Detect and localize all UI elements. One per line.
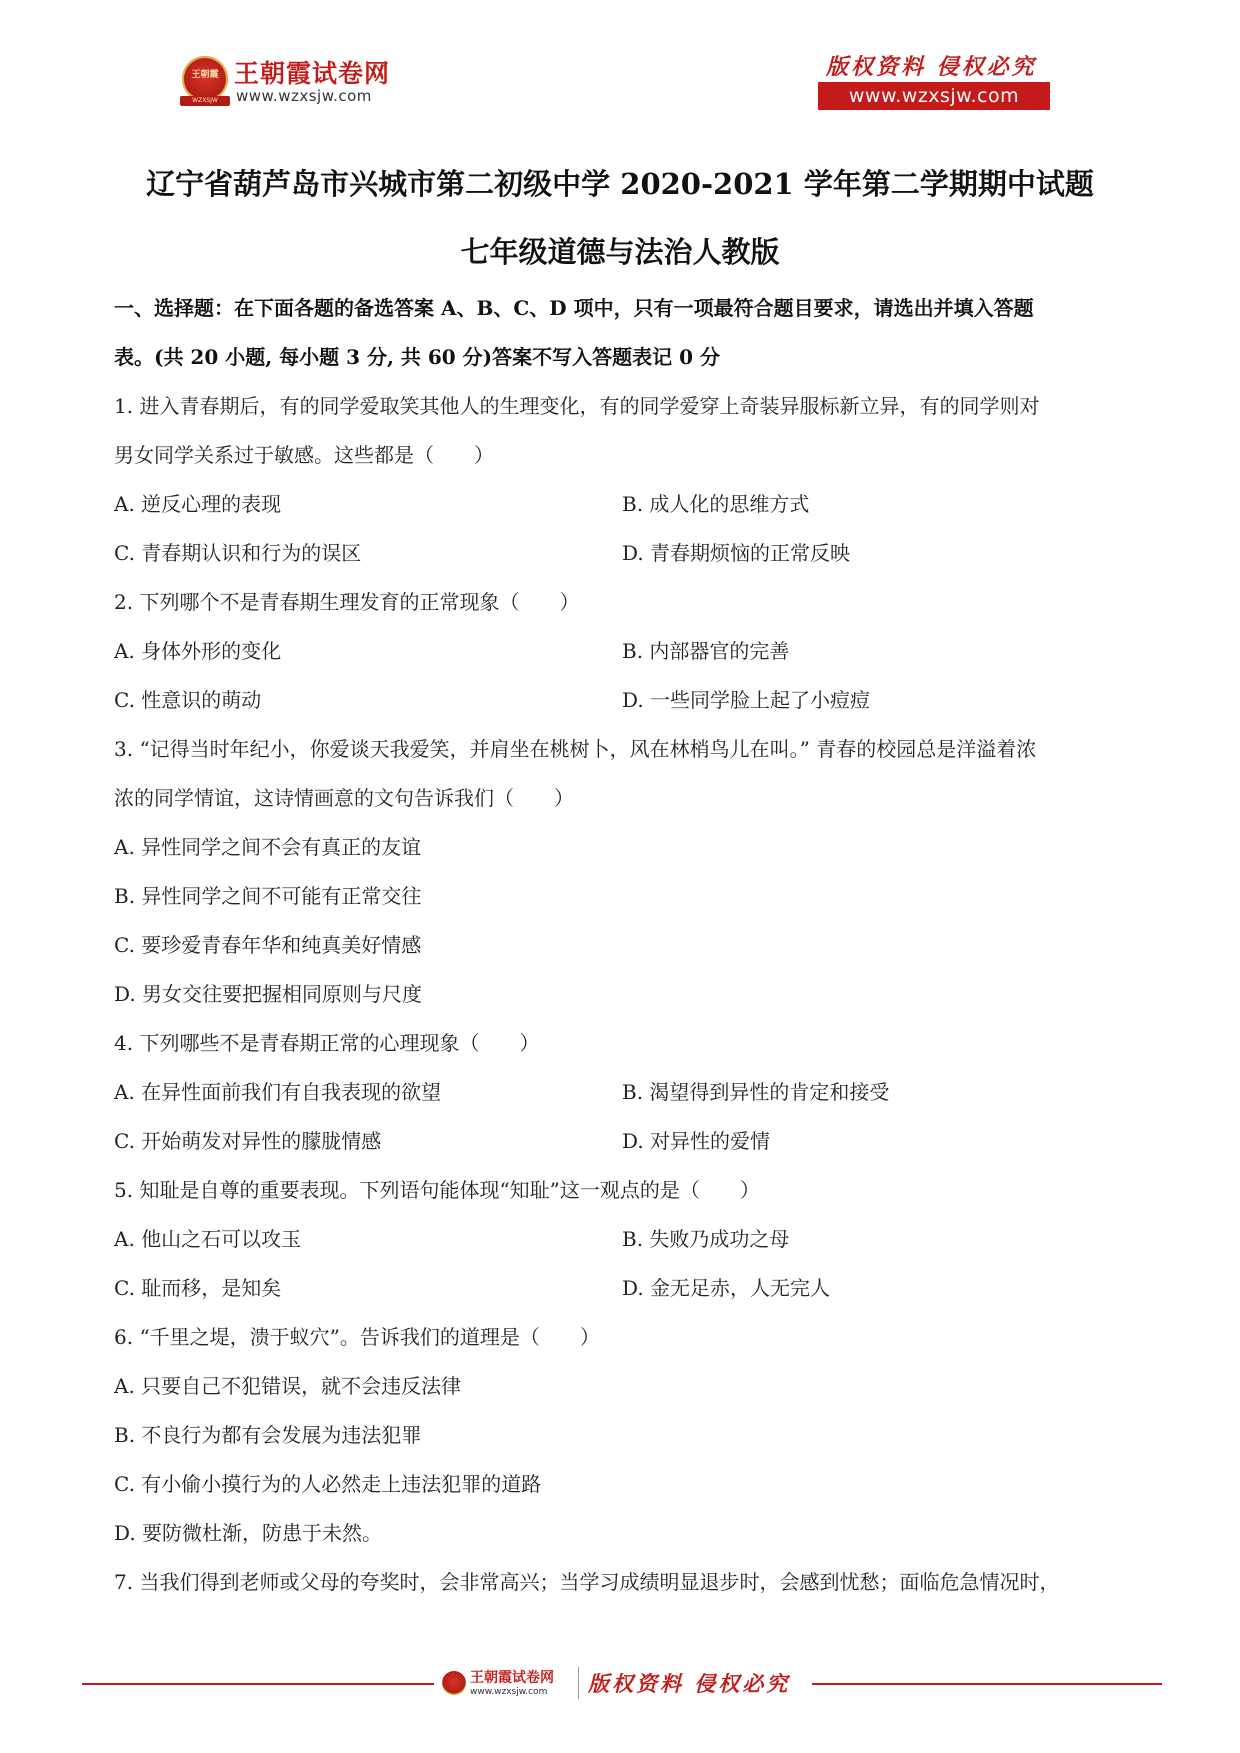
question-4-option-a: A. 在异性面前我们有自我表现的欲望 — [114, 1080, 442, 1104]
question-1-options-ab — [114, 480, 1134, 529]
question-5-option-d: D. 金无足赤，人无完人 — [622, 1276, 831, 1300]
question-4-option-d: D. 对异性的爱情 — [622, 1129, 771, 1153]
question-3-stem: 3. “记得当时年纪小，你爱谈天我爱笑，并肩坐在桃树卜，风在林梢鸟儿在叫。” 青春的校园总是洋溢着浓 — [114, 737, 1037, 761]
question-2-option-b: B. 内部器官的完善 — [622, 639, 790, 663]
question-6-option-c: C. 有小偷小摸行为的人必然走上违法犯罪的道路 — [114, 1472, 542, 1496]
question-5-stem: 5. 知耻是自尊的重要表现。下列语句能体现“知耻”这一观点的是（ ） — [114, 1178, 760, 1202]
question-3-option-b: B. 异性同学之间不可能有正常交往 — [114, 884, 422, 908]
site-name: 王朝霞试卷网 — [234, 59, 391, 88]
site-logo[interactable] — [182, 52, 432, 112]
section-heading-cont: 表。(共 20 小题, 每小题 3 分, 共 60 分)答案不写入答题表记 0 分 — [114, 345, 720, 369]
question-5-option-a: A. 他山之石可以攻玉 — [114, 1227, 302, 1251]
question-5-options-cd — [114, 1264, 1134, 1313]
question-2-option-a: A. 身体外形的变化 — [114, 639, 282, 663]
copyright-url-link[interactable]: www.wzxsjw.com — [818, 82, 1050, 110]
question-6-option-a: A. 只要自己不犯错误，就不会违反法律 — [114, 1374, 462, 1398]
question-2-options-cd — [114, 676, 1134, 725]
question-1-options-cd — [114, 529, 1134, 578]
footer-site-name: 王朝霞试卷网 — [470, 1670, 554, 1686]
question-2-option-c: C. 性意识的萌动 — [114, 688, 262, 712]
question-2-stem: 2. 下列哪个不是青春期生理发育的正常现象（ ） — [114, 590, 580, 614]
question-6-option-d: D. 要防微杜渐，防患于未然。 — [114, 1521, 383, 1545]
question-1-option-b: B. 成人化的思维方式 — [622, 492, 810, 516]
question-1-option-d: D. 青春期烦恼的正常反映 — [622, 541, 851, 565]
exam-title: 辽宁省葫芦岛市兴城市第二初级中学 2020-2021 学年第二学期期中试题 — [146, 167, 1094, 201]
question-1-stem: 1. 进入青春期后，有的同学爱取笑其他人的生理变化，有的同学爱穿上奇装异服标新立异，有的同学则对 — [114, 394, 1040, 418]
question-4-option-c: C. 开始萌发对异性的朦胧情感 — [114, 1129, 382, 1153]
footer-rule-right — [812, 1683, 1162, 1685]
question-1-option-a: A. 逆反心理的表现 — [114, 492, 282, 516]
question-7-stem: 7. 当我们得到老师或父母的夸奖时，会非常高兴；当学习成绩明显退步时，会感到忧愁；面临危急情况时， — [114, 1570, 1060, 1594]
question-5-options-ab — [114, 1215, 1134, 1264]
question-4-options-cd — [114, 1117, 1134, 1166]
footer-seal-icon — [442, 1671, 466, 1695]
section-heading: 一、选择题：在下面各题的备选答案 A、B、C、D 项中，只有一项最符合题目要求，请选出并填入答题 — [114, 296, 1034, 320]
question-5-option-b: B. 失败乃成功之母 — [622, 1227, 790, 1251]
copyright-notice: 版权资料 侵权必究 — [826, 54, 1037, 80]
footer-site-url[interactable]: www.wzxsjw.com — [470, 1687, 548, 1697]
exam-content — [114, 284, 1134, 1607]
seal-emblem-text: 王朝霞 — [191, 70, 219, 80]
footer-rule-left — [82, 1683, 434, 1685]
exam-subtitle: 七年级道德与法治人教版 — [460, 235, 780, 269]
question-3-option-c: C. 要珍爱青春年华和纯真美好情感 — [114, 933, 422, 957]
question-4-stem: 4. 下列哪些不是青春期正常的心理现象（ ） — [114, 1031, 540, 1055]
footer-separator — [578, 1667, 579, 1699]
question-1-stem-cont: 男女同学关系过于敏感。这些都是（ ） — [114, 443, 494, 467]
question-2-options-ab — [114, 627, 1134, 676]
question-1-option-c: C. 青春期认识和行为的误区 — [114, 541, 362, 565]
question-2-option-d: D. 一些同学脸上起了小痘痘 — [622, 688, 871, 712]
seal-ribbon: WZXSJW — [180, 96, 230, 106]
question-5-option-c: C. 耻而移，是知矣 — [114, 1276, 282, 1300]
question-4-option-b: B. 渴望得到异性的肯定和接受 — [622, 1080, 890, 1104]
site-url[interactable]: www.wzxsjw.com — [236, 87, 372, 105]
question-3-option-d: D. 男女交往要把握相同原则与尺度 — [114, 982, 423, 1006]
question-3-option-a: A. 异性同学之间不会有真正的友谊 — [114, 835, 422, 859]
question-6-option-b: B. 不良行为都有会发展为违法犯罪 — [114, 1423, 422, 1447]
question-4-options-ab — [114, 1068, 1134, 1117]
question-6-stem: 6. “千里之堤，溃于蚁穴”。告诉我们的道理是（ ） — [114, 1325, 600, 1349]
footer-copyright: 版权资料 侵权必究 — [588, 1671, 791, 1696]
question-3-stem-cont: 浓的同学情谊，这诗情画意的文句告诉我们（ ） — [114, 786, 574, 810]
copyright-banner — [818, 50, 1050, 110]
